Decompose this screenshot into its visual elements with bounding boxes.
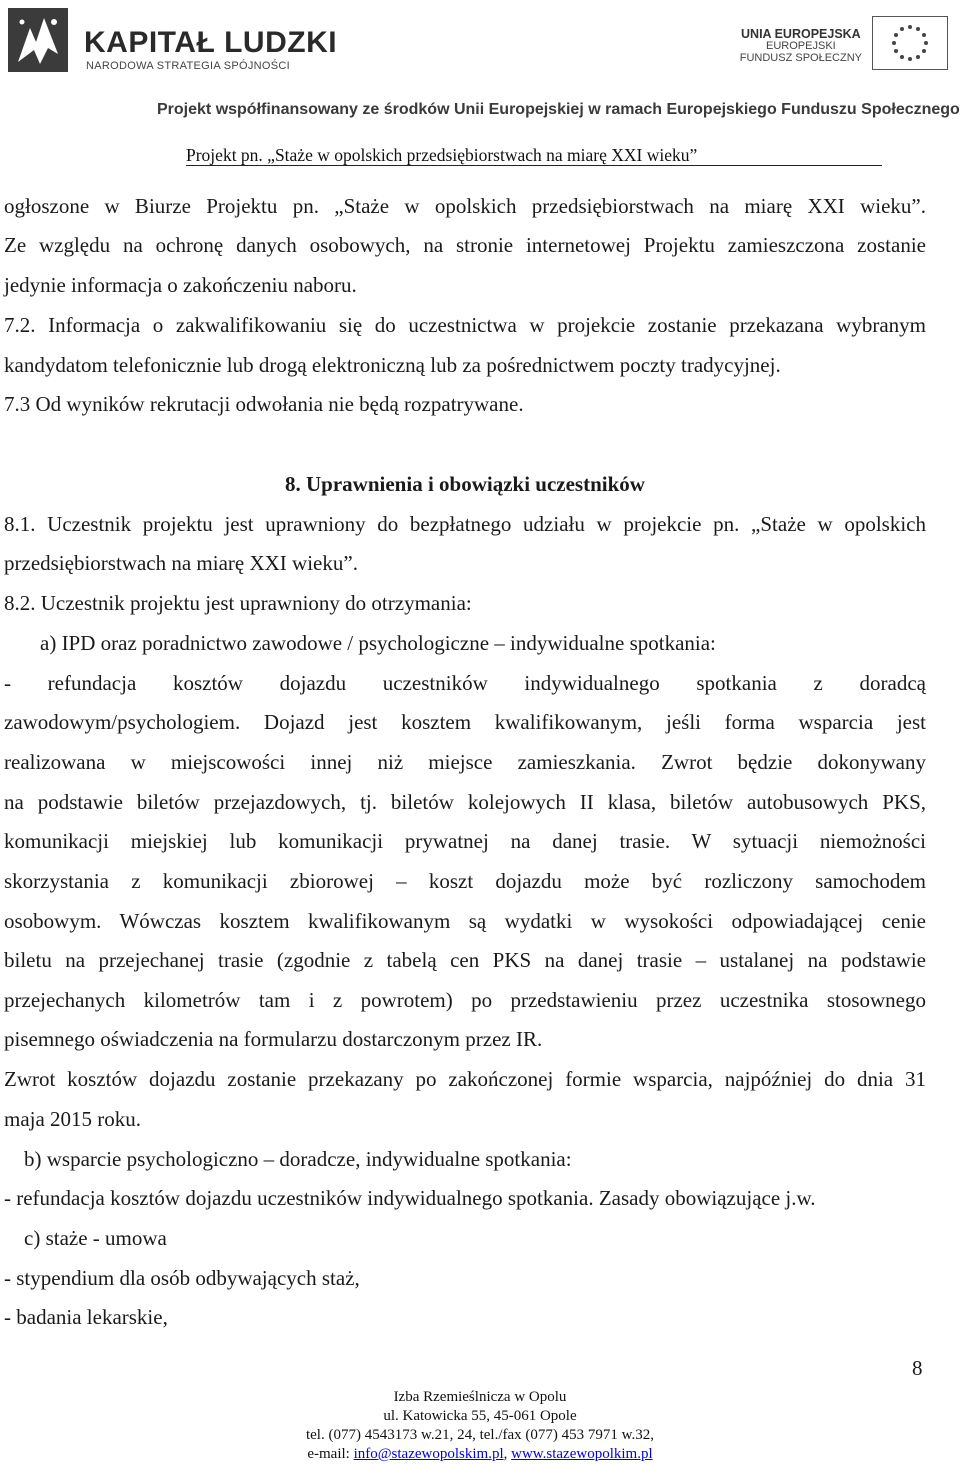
body-line: przejechanych kilometrów tam i z powrotem) po przedstawieniu przez uczestnika stosownego (4, 988, 926, 1012)
body-line: 7.3 Od wyników rekrutacji odwołania nie będą rozpatrywane. (4, 392, 524, 416)
body-line: kandydatom telefonicznie lub drogą elektroniczną lub za pośrednictwem poczty tradycyjnej. (4, 353, 781, 377)
eu-label (740, 28, 862, 64)
email-link[interactable]: info@stazewopolskim.pl (353, 1446, 504, 1462)
body-line: przedsiębiorstwach na miarę XXI wieku”. (4, 551, 358, 575)
list-item: b) wsparcie psychologiczno – doradcze, indywidualne spotkania: (24, 1147, 572, 1171)
body-line: - stypendium dla osób odbywających staż, (4, 1266, 360, 1290)
body-line: na podstawie biletów przejazdowych, tj. biletów kolejowych II klasa, biletów autobusowych PKS, (4, 790, 926, 814)
eu-label-line3: FUNDUSZ SPOŁECZNY (739, 52, 862, 64)
body-line: jedynie informacja o zakończeniu naboru. (4, 273, 357, 297)
body-line: - refundacja kosztów dojazdu uczestników indywidualnego spotkania z doradcą (4, 671, 926, 695)
footer-separator: , (503, 1446, 512, 1462)
footer-address: ul. Katowicka 55, 45-061 Opole (383, 1408, 577, 1424)
page-number: 8 (912, 1356, 923, 1380)
footer-contact (0, 1445, 960, 1464)
body-line: 8.1. Uczestnik projektu jest uprawniony do bezpłatnego udziału w projekcie pn. „Staże w opolskich (4, 512, 926, 536)
body-line: Ze względu na ochronę danych osobowych, na stronie internetowej Projektu zamieszczona zostanie (4, 233, 926, 257)
body-line: biletu na przejechanej trasie (zgodnie z tabelą cen PKS na danej trasie – ustalanej na podstawie (4, 948, 926, 972)
body-line: skorzystania z komunikacji zbiorowej – koszt dojazdu może być rozliczony samochodem (4, 869, 926, 893)
body-line: 7.2. Informacja o zakwalifikowaniu się do uczestnictwa w projekcie zostanie przekazana wybranym (4, 313, 926, 337)
body-line: maja 2015 roku. (4, 1107, 142, 1131)
kapital-ludzki-subtitle: NARODOWA STRATEGIA SPÓJNOŚCI (86, 60, 290, 72)
body-line: realizowana w miejscowości innej niż miejsce zamieszkania. Zwrot będzie dokonywany (4, 750, 926, 774)
body-line: - refundacja kosztów dojazdu uczestników indywidualnego spotkania. Zasady obowiązujące j.w. (4, 1186, 816, 1210)
header-divider (186, 165, 882, 166)
body-line: - badania lekarskie, (4, 1305, 168, 1329)
eu-label-line2: EUROPEJSKI (766, 40, 836, 52)
body-line: osobowym. Wówczas kosztem kwalifikowanym są wydatki w wysokości odpowiadającej cenie (4, 909, 926, 933)
page-header (0, 0, 960, 170)
footer-org: Izba Rzemieślnicza w Opolu (393, 1389, 567, 1405)
body-line: komunikacji miejskiej lub komunikacji prywatnej na danej trasie. W sytuacji niemożności (4, 829, 926, 853)
eu-label-line1: UNIA EUROPEJSKA (741, 27, 861, 41)
body-line: zawodowym/psychologiem. Dojazd jest kosztem kwalifikowanym, jeśli forma wsparcia jest (4, 710, 926, 734)
list-item: c) staże - umowa (24, 1226, 167, 1250)
website-link[interactable]: www.stazewopolkim.pl (511, 1446, 653, 1462)
body-line: pisemnego oświadczenia na formularzu dostarczonym przez IR. (4, 1027, 543, 1051)
footer-email-label: e-mail: (307, 1446, 354, 1462)
body-line: 8.2. Uczestnik projektu jest uprawniony do otrzymania: (4, 591, 472, 615)
page-footer (0, 1388, 960, 1464)
project-name: Projekt pn. „Staże w opolskich przedsiębiorstwach na miarę XXI wieku” (186, 145, 698, 165)
cofinancing-note: Projekt współfinansowany ze środków Unii Europejskiej w ramach Europejskiego Funduszu Społecznego (157, 101, 960, 118)
kapital-ludzki-logo-icon (8, 8, 68, 72)
body-line: ogłoszone w Biurze Projektu pn. „Staże w opolskich przedsiębiorstwach na miarę XXI wieku”. (4, 194, 926, 218)
footer-phones: tel. (077) 4543173 w.21, 24, tel./fax (077) 453 7971 w.32, (305, 1427, 654, 1443)
body-line: Zwrot kosztów dojazdu zostanie przekazany po zakończonej formie wsparcia, najpóźniej do dnia 31 (4, 1067, 926, 1091)
eu-flag-icon (872, 16, 948, 70)
section-heading: 8. Uprawnienia i obowiązki uczestników (285, 472, 645, 496)
kapital-ludzki-title: KAPITAŁ LUDZKI (84, 26, 338, 59)
list-item: a) IPD oraz poradnictwo zawodowe / psychologiczne – indywidualne spotkania: (40, 631, 716, 655)
